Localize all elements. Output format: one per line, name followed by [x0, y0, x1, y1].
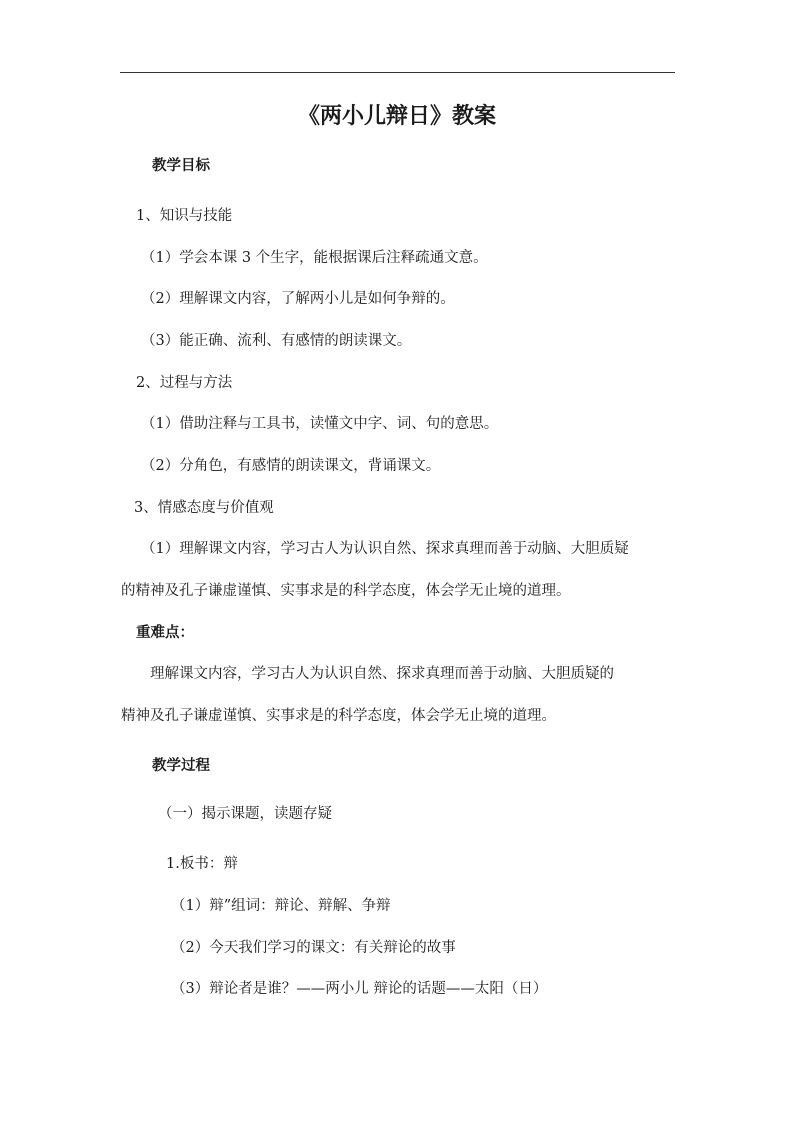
objective-item: （1）学会本课 3 个生字，能根据课后注释疏通文意。 [141, 250, 488, 266]
process-step-heading: （一）揭示课题，读题存疑 [158, 806, 332, 822]
key-points-text-continued: 精神及孔子谦虚谨慎、实事求是的科学态度，体会学无止境的道理。 [121, 708, 556, 724]
process-item: （3）辩论者是谁？——两小儿 辩论的话题——太阳（日） [171, 981, 548, 997]
process-item: （1）辩”组词：辩论、辩解、争辩 [171, 898, 391, 914]
section-heading-key-points: 重难点： [136, 625, 194, 641]
key-points-text: 理解课文内容，学习古人为认识自然、探求真理而善于动脑、大胆质疑的 [150, 666, 614, 682]
header-rule [120, 72, 675, 73]
subheading-knowledge: 1、知识与技能 [136, 208, 233, 224]
subheading-attitude: 3、情感态度与价值观 [134, 500, 274, 516]
objective-item: （1）理解课文内容，学习古人为认识自然、探求真理而善于动脑、大胆质疑 [141, 541, 629, 557]
objective-item: （1）借助注释与工具书，读懂文中字、词、句的意思。 [141, 416, 499, 432]
section-heading-process: 教学过程 [152, 758, 210, 774]
section-heading-objectives: 教学目标 [152, 158, 210, 174]
process-substep: 1.板书：辩 [166, 856, 238, 872]
objective-item: （2）理解课文内容，了解两小儿是如何争辩的。 [141, 291, 455, 307]
objective-item: （3）能正确、流利、有感情的朗读课文。 [141, 333, 412, 349]
process-item: （2）今天我们学习的课文：有关辩论的故事 [171, 940, 456, 956]
objective-item: （2）分角色，有感情的朗读课文，背诵课文。 [141, 458, 441, 474]
subheading-process: 2、过程与方法 [136, 375, 233, 391]
objective-item-continued: 的精神及孔子谦虚谨慎、实事求是的科学态度，体会学无止境的道理。 [121, 583, 571, 599]
document-title: 《两小儿辩日》教案 [297, 104, 496, 129]
